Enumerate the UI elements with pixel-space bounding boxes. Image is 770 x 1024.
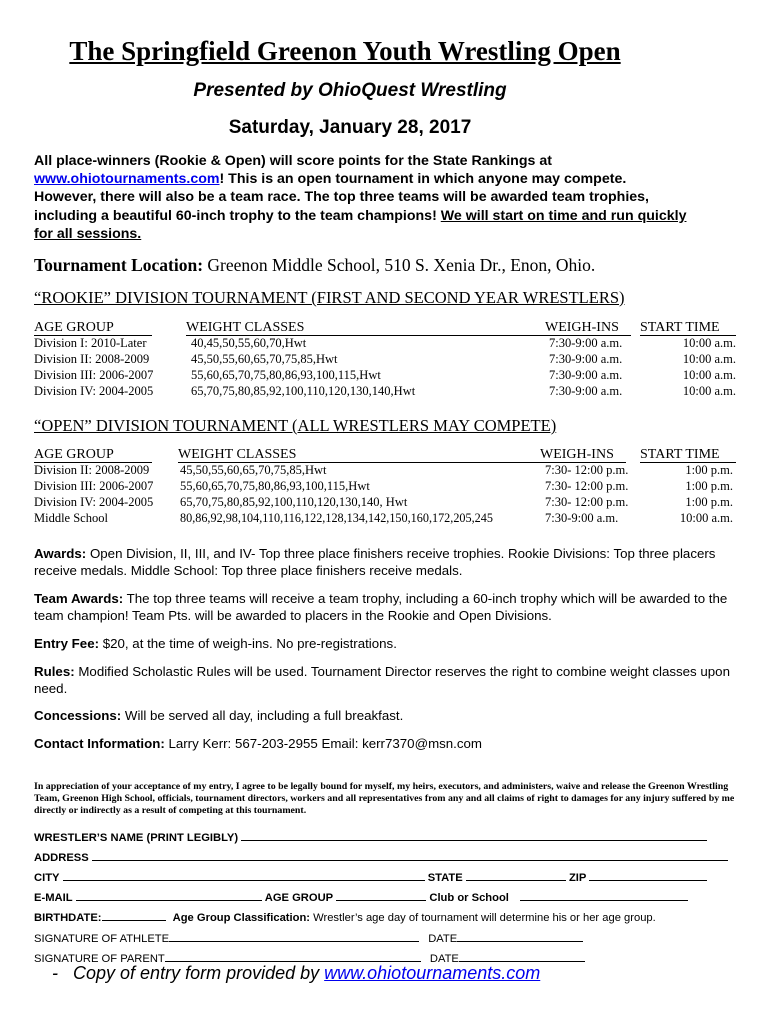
concessions-text: Will be served all day, including a full breakfast. [124, 708, 404, 723]
col-weigh-ins: WEIGH-INS [540, 447, 614, 462]
col-age-group: AGE GROUP [34, 447, 114, 462]
zip-field[interactable] [589, 869, 707, 881]
weighins-cell: 7:30- 12:00 p.m. [545, 495, 629, 509]
weights-cell: 65,70,75,80,85,92,100,110,120,130,140, Hwt [180, 495, 408, 509]
weighins-cell: 7:30- 12:00 p.m. [545, 479, 629, 493]
club-field[interactable] [520, 889, 688, 901]
col-weight-classes: WEIGHT CLASSES [178, 447, 297, 462]
parent-signature-field[interactable] [165, 950, 421, 962]
start-time-cell: 10:00 a.m. [682, 368, 736, 382]
start-time-cell: 10:00 a.m. [682, 336, 736, 350]
weights-cell: 55,60,65,70,75,80,86,93,100,115,Hwt [191, 368, 381, 382]
table-row [34, 495, 736, 511]
entry-fee-paragraph [34, 635, 746, 652]
table-row [34, 336, 736, 352]
concessions-label: Concessions: [34, 708, 122, 723]
age-group-cell: Division IV: 2004-2005 [34, 495, 154, 509]
parent-date-field[interactable] [459, 950, 585, 962]
intro-line: ! This is an open tournament in which anyone may compete. [219, 171, 627, 188]
contact-text: Larry Kerr: 567-203-2955 Email: kerr7370@msn.com [168, 736, 483, 751]
weighins-cell: 7:30-9:00 a.m. [545, 511, 619, 525]
city-state-zip-row [34, 869, 707, 887]
weights-cell: 80,86,92,98,104,110,116,122,128,134,142,150,160,172,205,245 [180, 511, 493, 525]
location-label: Tournament Location: [34, 255, 204, 275]
city-field[interactable] [63, 869, 425, 881]
date-label: DATE [429, 953, 459, 965]
state-label: STATE [427, 872, 463, 884]
footer-dash: - [52, 963, 58, 983]
awards-label: Awards: [34, 546, 87, 561]
age-class-text: Wrestler’s age day of tournament will determine his or her age group. [313, 912, 656, 924]
age-group-field[interactable] [336, 889, 426, 901]
birthdate-label: BIRTHDATE: [34, 912, 102, 924]
birthdate-row [34, 909, 656, 927]
rules-text: Modified Scholastic Rules will be used. Tournament Director reserves the right to combine weight classes upon need. [34, 664, 730, 696]
open-division-heading: “OPEN” DIVISION TOURNAMENT (ALL WRESTLERS MAY COMPETE) [34, 416, 557, 435]
team-awards-text: The top three teams will receive a team trophy, including a 60-inch trophy which will be awarded to the team champion! Team Pts. will be awarded to placers in the Rookie and Open Divisions. [34, 591, 728, 623]
athlete-signature-row [34, 930, 583, 948]
table-row [34, 479, 736, 495]
rookie-division-heading: “ROOKIE” DIVISION TOURNAMENT (FIRST AND SECOND YEAR WRESTLERS) [34, 288, 625, 307]
rookie-division-table [34, 320, 736, 400]
col-start-time: START TIME [640, 447, 720, 462]
col-start-time: START TIME [640, 320, 720, 335]
weights-cell: 55,60,65,70,75,80,86,93,100,115,Hwt [180, 479, 370, 493]
weighins-cell: 7:30-9:00 a.m. [549, 352, 623, 366]
contact-label: Contact Information: [34, 736, 165, 751]
age-group-cell: Division II: 2008-2009 [34, 352, 150, 366]
ohiotournaments-link[interactable]: www.ohiotournaments.com [34, 171, 220, 188]
athlete-date-field[interactable] [457, 930, 583, 942]
state-field[interactable] [466, 869, 566, 881]
weighins-cell: 7:30-9:00 a.m. [549, 384, 623, 398]
email-label: E-MAIL [34, 892, 73, 904]
age-class-label: Age Group Classification: [172, 912, 311, 924]
intro-line: including a beautiful 60-inch trophy to the team champions! [34, 207, 437, 224]
table-row [34, 352, 736, 368]
contact-paragraph [34, 735, 746, 752]
weights-cell: 40,45,50,55,60,70,Hwt [191, 336, 307, 350]
wrestler-name-field[interactable] [241, 829, 707, 841]
wrestler-name-label: WRESTLER’S NAME (PRINT LEGIBLY) [34, 832, 239, 844]
weighins-cell: 7:30-9:00 a.m. [549, 368, 623, 382]
club-label: Club or School [429, 892, 509, 904]
start-time-cell: 1:00 p.m. [685, 479, 733, 493]
age-group-cell: Middle School [34, 511, 108, 525]
start-time-cell: 10:00 a.m. [682, 352, 736, 366]
weights-cell: 65,70,75,80,85,92,100,110,120,130,140,Hwt [191, 384, 416, 398]
presented-by: Presented by OhioQuest Wrestling [193, 80, 507, 101]
col-weigh-ins: WEIGH-INS [545, 320, 619, 335]
weights-cell: 45,50,55,60,65,70,75,85,Hwt [180, 463, 327, 477]
start-time-cell: 10:00 a.m. [682, 384, 736, 398]
start-time-cell: 1:00 p.m. [685, 495, 733, 509]
awards-text: Open Division, II, III, and IV- Top three place finishers receive trophies. Rookie Divisions: Top three placers receive medals. Middle School: Top three place finishers receive medals. [34, 546, 716, 578]
email-agegroup-club-row [34, 889, 688, 907]
start-time-cell: 1:00 p.m. [685, 463, 733, 477]
col-age-group: AGE GROUP [34, 320, 114, 335]
table-header-row [34, 320, 736, 336]
col-weight-classes: WEIGHT CLASSES [186, 320, 305, 335]
table-row [34, 511, 736, 527]
birthdate-field[interactable] [102, 909, 166, 921]
entry-fee-label: Entry Fee: [34, 636, 100, 651]
weighins-cell: 7:30- 12:00 p.m. [545, 463, 629, 477]
liability-release: In appreciation of your acceptance of my entry, I agree to be legally bound for myself, my heirs, executors, and administers, waive and release the Greenon Wrestling Team, Greenon High School, officials, tournament directors, workers and all representatives from any and all claims of right to damages for any injury suffered by me directly or indirectly as a result of competing at this tournament. [34, 781, 735, 816]
page-title: The Springfield Greenon Youth Wrestling Open [69, 36, 621, 66]
event-date: Saturday, January 28, 2017 [228, 117, 472, 138]
table-row [34, 368, 736, 384]
awards-paragraph [34, 545, 746, 579]
concessions-paragraph [34, 707, 746, 724]
tournament-location [34, 255, 595, 276]
age-group-cell: Division III: 2006-2007 [34, 479, 154, 493]
footer-text: Copy of entry form provided by [73, 963, 320, 983]
intro-line: All place-winners (Rookie & Open) will score points for the State Rankings at [34, 153, 552, 169]
zip-label: ZIP [568, 872, 587, 884]
age-group-cell: Division III: 2006-2007 [34, 368, 154, 382]
rules-paragraph [34, 663, 746, 697]
team-awards-paragraph [34, 590, 746, 624]
table-header-row [34, 447, 736, 463]
city-label: CITY [34, 872, 60, 884]
email-field[interactable] [76, 889, 262, 901]
table-row [34, 384, 736, 400]
wrestler-name-row [34, 829, 707, 847]
intro-paragraph [34, 152, 744, 243]
open-division-table [34, 447, 736, 527]
address-label: ADDRESS [34, 852, 89, 864]
parent-signature-label: SIGNATURE OF PARENT [34, 953, 165, 965]
address-field[interactable] [92, 849, 728, 861]
intro-emphasis: for all sessions. [34, 225, 142, 242]
footer-note [52, 963, 540, 984]
intro-line: However, there will also be a team race. The top three teams will be awarded team trophies, [34, 189, 650, 206]
footer-link[interactable]: www.ohiotournaments.com [324, 963, 541, 983]
athlete-signature-label: SIGNATURE OF ATHLETE [34, 933, 170, 945]
location-value: Greenon Middle School, 510 S. Xenia Dr., Enon, Ohio. [207, 255, 596, 275]
athlete-signature-field[interactable] [169, 930, 419, 942]
rules-label: Rules: [34, 664, 75, 679]
start-time-cell: 10:00 a.m. [679, 511, 733, 525]
date-label: DATE [428, 933, 458, 945]
team-awards-label: Team Awards: [34, 591, 124, 606]
weights-cell: 45,50,55,60,65,70,75,85,Hwt [191, 352, 338, 366]
age-group-cell: Division I: 2010-Later [34, 336, 147, 350]
entry-fee-text: $20, at the time of weigh-ins. No pre-registrations. [102, 636, 397, 651]
weighins-cell: 7:30-9:00 a.m. [549, 336, 623, 350]
intro-emphasis: We will start on time and run quickly [440, 207, 687, 224]
age-group-cell: Division IV: 2004-2005 [34, 384, 154, 398]
age-group-label: AGE GROUP [264, 892, 334, 904]
address-row [34, 849, 728, 867]
age-group-cell: Division II: 2008-2009 [34, 463, 150, 477]
table-row [34, 463, 736, 479]
